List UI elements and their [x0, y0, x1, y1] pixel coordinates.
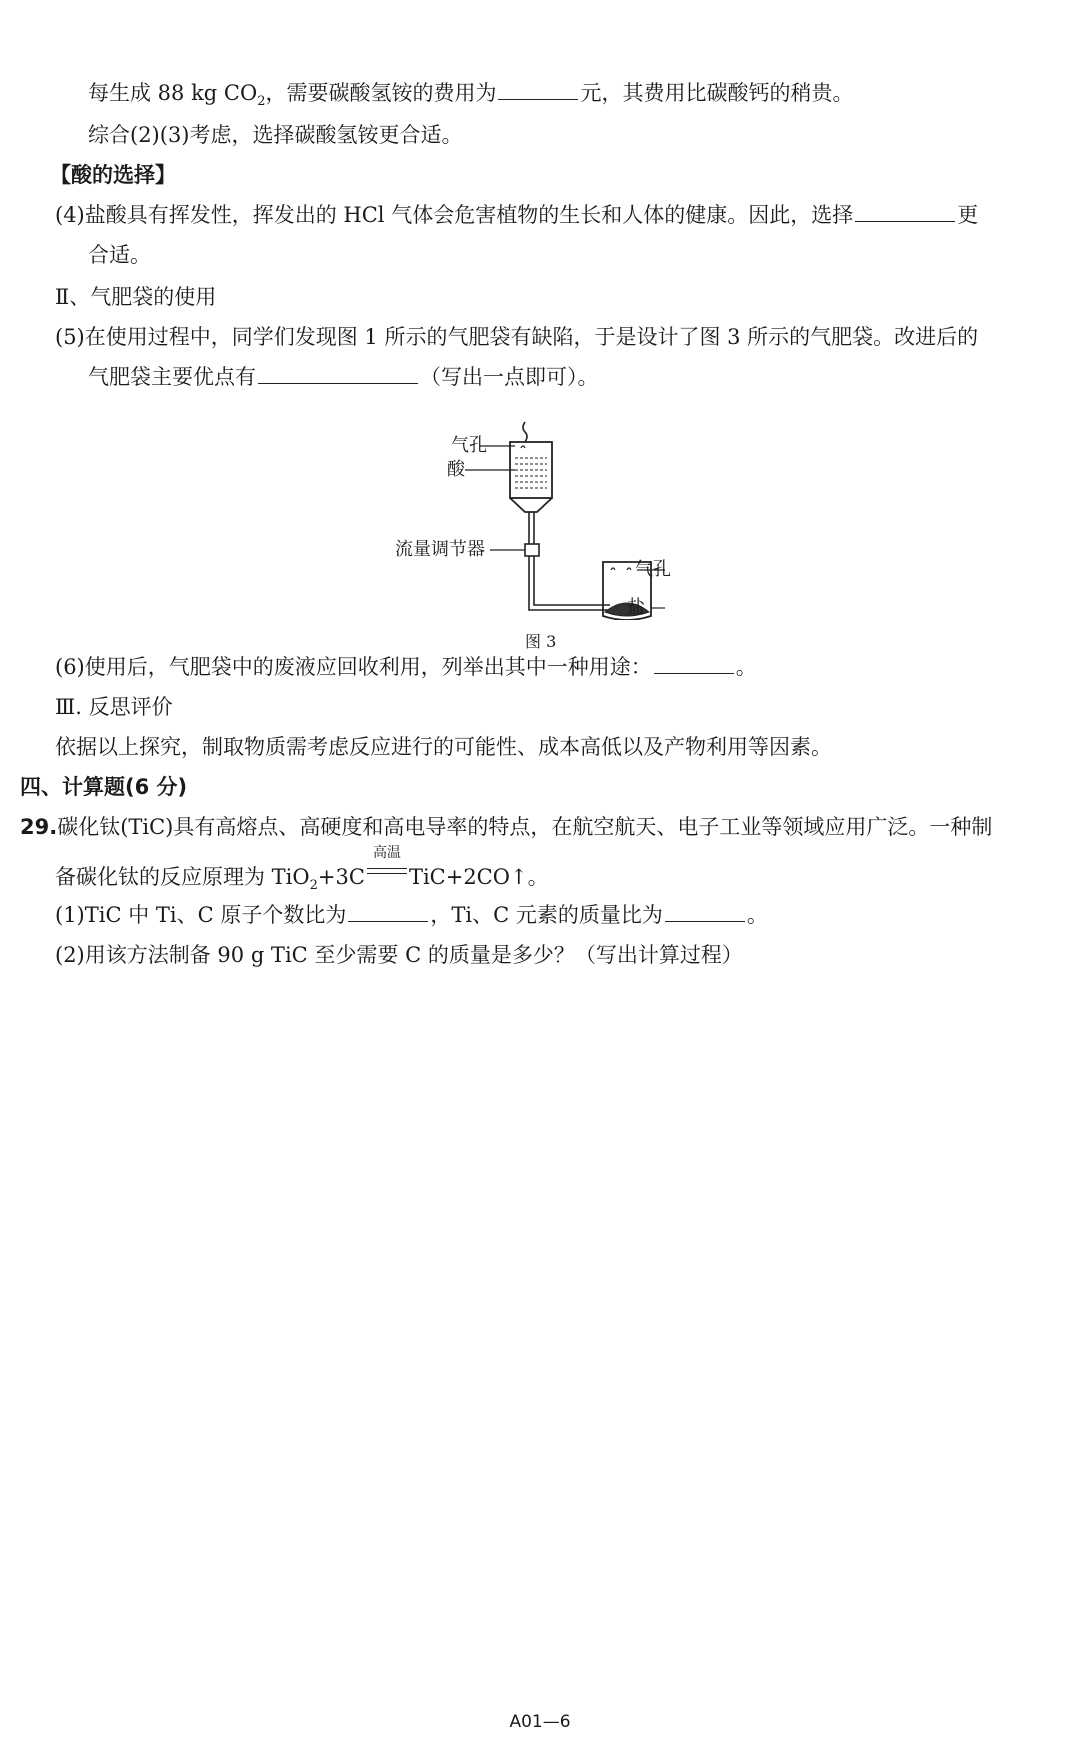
question-5-line1: (5)在使用过程中，同学们发现图 1 所示的气肥袋有缺陷，于是设计了图 3 所示的气肥袋。改进后的 — [55, 325, 979, 349]
cost-text-c: 元，其费用比碳酸钙的稍贵。 — [580, 81, 854, 105]
q29-text-2c: TiC+2CO↑。 — [408, 865, 549, 889]
hook-icon — [523, 422, 527, 442]
section4-heading: 四、计算题(6 分) — [20, 775, 188, 799]
q29-text-2a: 备碳化钛的反应原理为 TiO — [55, 865, 310, 889]
answer-blank-q4[interactable] — [855, 201, 955, 222]
q29-sub1-text-c: 。 — [746, 903, 768, 927]
label-air-hole-top: 气孔 — [451, 435, 487, 456]
q4-text-b: 更 — [957, 203, 979, 227]
q5-text-b: 气肥袋主要优点有 — [88, 365, 256, 389]
q6-text-a: (6)使用后，气肥袋中的废液应回收利用，列举出其中一种用途： — [55, 655, 652, 679]
question-4 — [55, 200, 978, 230]
page-number: A01—6 — [509, 1712, 571, 1732]
q29-text-2b: +3C — [317, 865, 365, 889]
q5-text-c: （写出一点即可）。 — [420, 365, 599, 389]
answer-blank-cost[interactable] — [498, 79, 578, 100]
acid-heading: 【酸的选择】 — [50, 162, 176, 187]
cost-text-a: 每生成 88 kg CO — [88, 81, 258, 105]
flow-regulator — [525, 544, 539, 556]
question-29-line2 — [55, 845, 549, 901]
section2-heading: Ⅱ、气肥袋的使用 — [55, 285, 217, 309]
co2-subscript: 2 — [257, 94, 266, 110]
section3-heading: Ⅲ. 反思评价 — [55, 695, 173, 719]
acid-bag-bottom — [510, 498, 552, 512]
question-29-number: 29. — [20, 815, 58, 839]
tube-lower-2 — [534, 556, 610, 605]
answer-blank-q5[interactable] — [258, 363, 418, 384]
air-hole-top-mark — [521, 446, 525, 448]
question-5-line2 — [88, 362, 599, 392]
question-29-sub1 — [55, 900, 768, 930]
air-hole-mark-2 — [627, 568, 631, 570]
cost-conclusion: 综合(2)(3)考虑，选择碳酸氢铵更合适。 — [88, 123, 463, 147]
question-29-sub2: (2)用该方法制备 90 g TiC 至少需要 C 的质量是多少？（写出计算过程） — [55, 943, 743, 967]
answer-blank-q6[interactable] — [654, 653, 734, 674]
label-flow-regulator: 流量调节器 — [395, 539, 485, 560]
answer-blank-atom-ratio[interactable] — [348, 901, 428, 922]
q4-continuation: 合适。 — [88, 243, 151, 267]
cost-text-b: ，需要碳酸氢铵的费用为 — [265, 81, 497, 105]
gas-fertilizer-bag-diagram — [405, 420, 665, 620]
question-29-line1 — [20, 812, 992, 842]
q4-text-a: (4)盐酸具有挥发性，挥发出的 HCl 气体会危害植物的生长和人体的健康。因此，选择 — [55, 203, 854, 227]
label-salt: 盐 — [627, 597, 645, 618]
reaction-condition — [367, 845, 407, 884]
section3-body: 依据以上探究，制取物质需考虑反应进行的可能性、成本高低以及产物利用等因素。 — [55, 735, 832, 759]
q29-sub1-text-b: ，Ti、C 元素的质量比为 — [430, 903, 663, 927]
figure-caption: 图 3 — [525, 632, 557, 651]
reaction-condition-text: 高温 — [372, 845, 401, 861]
cost-sentence — [88, 78, 853, 117]
label-acid: 酸 — [447, 459, 465, 480]
answer-blank-mass-ratio[interactable] — [665, 901, 745, 922]
acid-liquid — [515, 458, 547, 488]
q6-text-b: 。 — [735, 655, 757, 679]
label-air-hole-right: 气孔 — [635, 559, 671, 580]
tube-lower — [529, 556, 610, 610]
tio2-subscript: 2 — [309, 878, 318, 894]
air-hole-mark-1 — [611, 568, 615, 570]
question-6 — [55, 652, 757, 682]
q29-sub1-text-a: (1)TiC 中 Ti、C 原子个数比为 — [55, 903, 347, 927]
q29-text-1: 碳化钛(TiC)具有高熔点、高硬度和高电导率的特点，在航空航天、电子工业等领域应用广泛。一种制 — [57, 815, 993, 839]
